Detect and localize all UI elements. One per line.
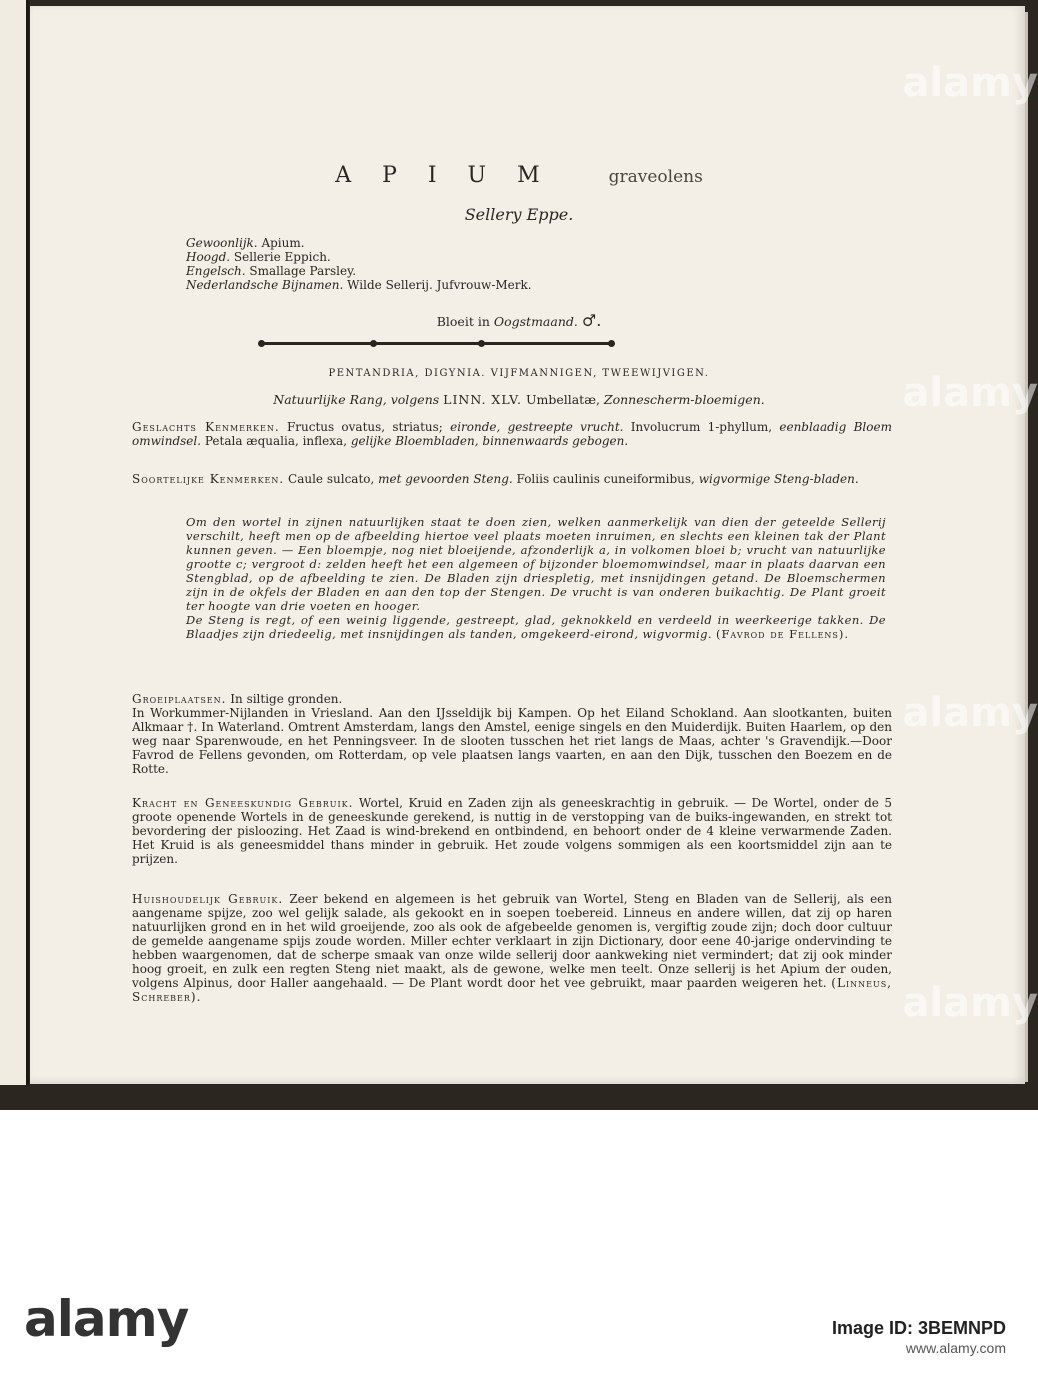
bloom-line: [0, 311, 1038, 330]
rank-linn: LINN. XLV.: [443, 392, 522, 407]
genus-name: A P I U M: [335, 163, 552, 188]
alamy-logo: alamy: [24, 1290, 189, 1348]
species-characters: Soortelijke Kenmerken. Caule sulcato, met gevoorden Steng. Foliis caulinis cuneiformibus, wigvormige Steng-bladen.: [132, 472, 859, 486]
page-title: [0, 163, 1038, 188]
watermark: alamy: [902, 60, 1038, 106]
name-lang: Nederlandsche Bijnamen.: [186, 278, 344, 292]
rule-dot: [370, 340, 377, 347]
section-heading: Kracht en Geneeskundig Gebruik.: [132, 796, 354, 810]
description-author: (Favrod de Fellens).: [715, 627, 850, 641]
medicinal-use: [132, 796, 892, 866]
name-row: [186, 278, 532, 292]
ornamental-rule: [262, 342, 612, 345]
natural-rank: [0, 392, 1038, 407]
section-heading: Huishoudelijk Gebruik.: [132, 892, 284, 906]
genus-characters: Geslachts Kenmerken. Fructus ovatus, striatus; eironde, gestreepte vrucht. Involucrum 1-phyllum, eenblaadig Bloem omwindsel. Petala æqualia, inflexa, gelijke Bloembladen, binnenwaards gebogen.: [132, 420, 892, 448]
rank-latin: Umbellatæ,: [525, 392, 600, 407]
image-id: Image ID: 3BEMNPD: [831, 1318, 1006, 1338]
bloom-month: Oogstmaand.: [493, 314, 578, 329]
name-value: Wilde Sellerij. Jufvrouw-Merk.: [347, 278, 532, 292]
rank-dutch: Zonnescherm-bloemigen.: [603, 392, 765, 407]
bloom-text: Bloeit in: [436, 314, 490, 329]
rule-dot: [608, 340, 615, 347]
watermark: alamy: [902, 370, 1038, 416]
name-row: [186, 250, 532, 264]
male-symbol: ♂.: [581, 311, 602, 330]
section-heading: Groeiplaatsen.: [132, 692, 227, 706]
name-value: Apium.: [261, 236, 305, 250]
species-name: graveolens: [608, 167, 703, 187]
rank-label: Natuurlijke Rang, volgens: [273, 392, 440, 407]
description-text: Om den wortel in zijnen natuurlijken staat te doen zien, welken aanmerkelijk van dien der geteelde Sellerij verschilt, heeft men op de afbeelding hiertoe veel plaats moeten inruimen, en slechts een kleinen tak der Plant kunnen geven. — Een bloempje, nog niet bloeijende, afzonderlijk a, in volkomen bloei b; vrucht van natuurlijke grootte c; vergroot d: zelden heeft het een algemeen of bijzonder bloemomwindsel, maar in plaats daarvan een Stengblad, op de afbeelding te zien. De Bladen zijn driespletig, met insnijdingen getand. De Bloemschermen zijn in de okfels der Bladen en aan den top der Stengen. De vrucht is van onderen buikachtig. De Plant groeit ter hoogte van drie voeten en hooger.: [186, 515, 886, 613]
name-row: [186, 236, 532, 250]
name-lang: Gewoonlijk.: [186, 236, 258, 250]
rule-dot: [258, 340, 265, 347]
name-value: Sellerie Eppich.: [233, 250, 331, 264]
description-stem: De Steng is regt, of een weinig liggende, gestreept, glad, geknokkeld en verdeeld in weerkeerige takken. De Blaadjes zijn driedeelig, met insnijdingen als tanden, omgekeerd-eirond, wigvormig. (Favrod de Fellens).: [186, 613, 886, 641]
name-lang: Engelsch.: [186, 264, 246, 278]
stock-meta: [832, 1318, 1006, 1358]
section-heading: Soortelijke Kenmerken.: [132, 472, 285, 486]
household-authors: (Linneus, Schreber).: [132, 976, 892, 1004]
growth-text: In Workummer-Nijlanden in Vriesland. Aan den IJsseldijk bij Kampen. Op het Eiland Schokland. Aan slootkanten, buiten Alkmaar †. In Waterland. Omtrent Amsterdam, langs den Amstel, eenige singels en den Muiderdijk. Buiten Haarlem, op den weg naar Sparenwoude, en het Penningsveer. In de slooten tusschen het riet langs de Maas, achter 's Gravendijk.—Door Favrod de Fellens gevonden, om Rotterdam, op vele plaatsen langs vaarten, en aan den Dijk, tusschen den Boezem en de Rotte.: [132, 706, 892, 776]
household-use: [132, 892, 892, 1004]
common-names: [186, 236, 532, 292]
rule-dot: [478, 340, 485, 347]
section-heading: Geslachts Kenmerken.: [132, 420, 280, 434]
plant-description: [186, 515, 886, 641]
watermark: alamy: [902, 980, 1038, 1026]
name-lang: Hoogd.: [186, 250, 231, 264]
name-value: Smallage Parsley.: [249, 264, 357, 278]
stock-url: www.alamy.com: [905, 1340, 1006, 1356]
dutch-name: Sellery Eppe.: [464, 205, 574, 224]
growth-places: Groeiplaatsen. In siltige gronden. In Workummer-Nijlanden in Vriesland. Aan den IJsseldijk bij Kampen. Op het Eiland Schokland. Aan slootkanten, buiten Alkmaar †. In Waterland. Omtrent Amsterdam, langs den Amstel, eenige singels en den Muiderdijk. Buiten Haarlem, op den weg naar Sparenwoude, en het Penningsveer. In de slooten tusschen het riet langs de Maas, achter 's Gravendijk.—Door Favrod de Fellens gevonden, om Rotterdam, op vele plaatsen langs vaarten, en aan den Dijk, tusschen den Boezem en de Rotte.: [132, 692, 892, 776]
medicinal-text: Wortel, Kruid en Zaden zijn als geneeskrachtig in gebruik. — De Wortel, onder de 5 groote openende Wortels in de geneeskunde gerekend, is nuttig in de verstopping van de buiks-ingewanden, en strekt tot bevordering der pisloozing. Het Zaad is wind-brekend en ontbindend, en behoort onder de 4 kleine verwarmende Zaden. Het Kruid is als geneesmiddel thans minder in gebruik. Het zoude volgens sommigen als een koortsmiddel zijn aan te prijzen.: [132, 796, 892, 866]
household-text: Zeer bekend en algemeen is het gebruik van Wortel, Steng en Bladen van de Sellerij, als een aangename spijze, zoo wel gelijk salade, als gekookt en in soepen toebereid. Linneus en andere willen, dat zij op haren natuurlijken grond en in het wild groeijende, zoo als ook de afgebeelde genomen is, vergiftig zoude zijn; doch door cultuur de gemelde aangename spijs zoude worden. Miller echter verklaart in zijn Dictionary, door eene 40-jarige ondervinding te hebben waargenomen, dat de scherpe smaak van onze wilde sellerij door aankweking niet vermindert; dat zij ook minder hoog groeit, en zulk een regten Steng niet maakt, als de gewone, welke men teelt. Onze sellerij is het Apium der ouden, volgens Alpinus, door Haller aangehaald. — De Plant wordt door het vee gebruikt, maar paarden weigeren het.: [132, 892, 892, 990]
watermark: alamy: [902, 690, 1038, 736]
linnaean-class: PENTANDRIA, DIGYNIA. VIJFMANNIGEN, TWEEWIJVIGEN.: [328, 368, 710, 379]
name-row: [186, 264, 532, 278]
